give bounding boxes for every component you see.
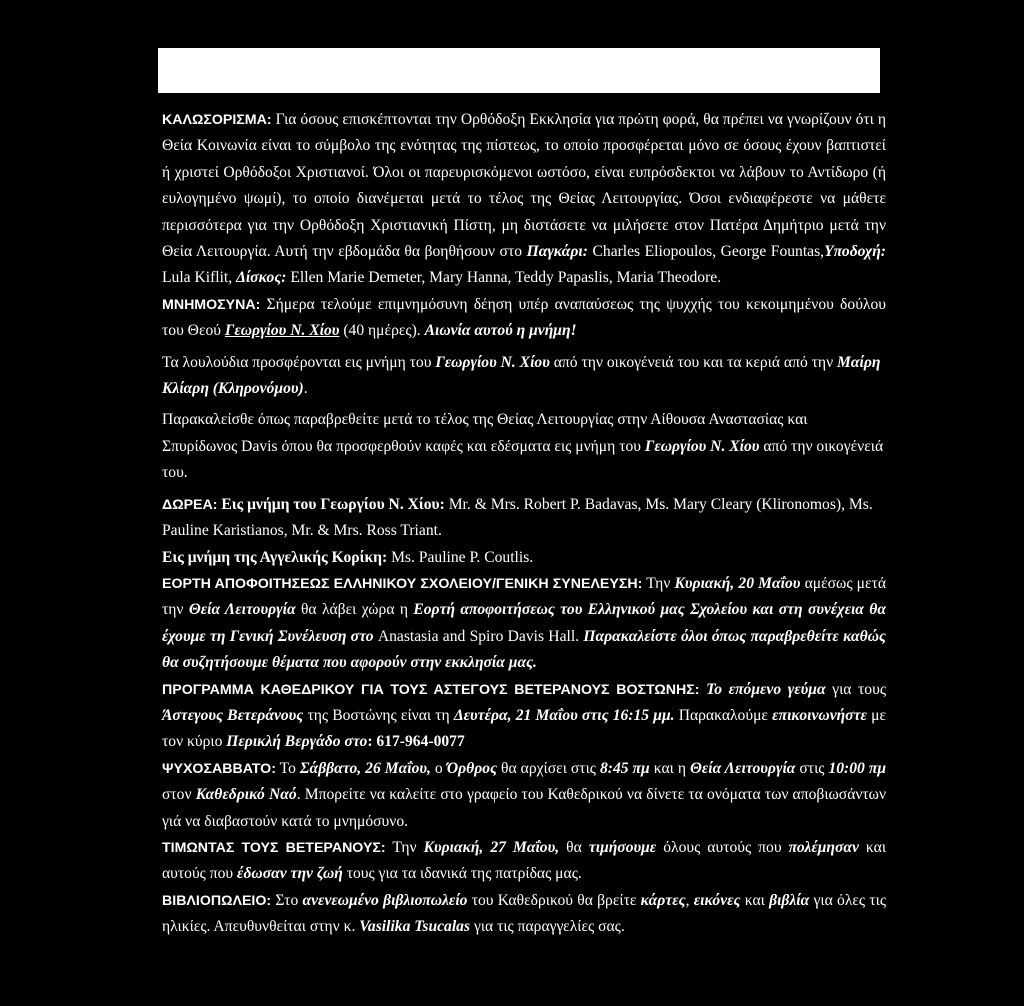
donation-section-2 xyxy=(162,545,886,571)
bookstore-renewed: ανενεωμένο βιβλιοπωλείο xyxy=(302,891,468,909)
honoring-veterans-text-2: θα xyxy=(559,838,589,856)
veterans-program-text-5: με τον κύριο xyxy=(162,706,886,751)
honoring-veterans-gave: έδωσαν την ζωή xyxy=(237,865,343,883)
graduation-hall: Anastasia and Spiro Davis Hall. xyxy=(373,627,584,645)
donation-section xyxy=(162,492,886,545)
veterans-program-section xyxy=(162,677,886,756)
reception-text: Παρακαλείσθε όπως παραβρεθείτε μετά το τέλος της Θείας Λειτουργίας στην Αίθουσα Αναστασίας και Σπυρίδωνος Davis όπου θα προσφερθούν καφές και εδέσματα εις μνήμη του xyxy=(162,411,808,455)
soul-saturday-cathedral: Καθεδρικό Ναό xyxy=(195,786,297,804)
graduation-date: Κυριακή, 20 Μαΐου xyxy=(674,574,801,592)
ypodoxi-label: Υποδοχή: xyxy=(824,243,886,261)
reception-section xyxy=(162,407,886,486)
bookstore-text-4: και xyxy=(740,891,770,909)
graduation-text-2: αμέσως μετά την xyxy=(162,574,886,619)
soul-saturday-orthros: Όρθρος xyxy=(446,759,498,777)
memorial-section xyxy=(162,292,886,345)
reception-name: Γεωργίου Ν. Χίου xyxy=(644,437,760,455)
soul-saturday-text: Το xyxy=(275,759,300,777)
welcome-section xyxy=(162,107,886,292)
bookstore-cards: κάρτες xyxy=(640,891,686,909)
honoring-veterans-fought: πολέμησαν xyxy=(788,838,859,856)
soul-saturday-text-4: και η xyxy=(649,759,690,777)
honoring-veterans-honor: τιμήσουμε xyxy=(588,838,657,856)
honoring-veterans-text-5: τους για τα ιδανικά της πατρίδας μας. xyxy=(342,865,582,883)
flowers-section xyxy=(162,350,886,403)
flowers-name: Γεωργίου Ν. Χίου xyxy=(435,353,550,371)
diskos-names: Ellen Marie Demeter, Mary Hanna, Teddy Papaslis, Maria Theodore. xyxy=(286,269,722,287)
bookstore-books: βιβλία xyxy=(769,891,810,909)
graduation-label: ΕΟΡΤΗ ΑΠΟΦΟΙΤΗΣΕΩΣ ΕΛΛΗΝΙΚΟΥ ΣΧΟΛΕΙΟΥ/ΓΕΝΙΚΗ ΣΥΝΕΛΕΥΣΗ: xyxy=(162,575,643,592)
veterans-next-meal: Το επόμενο γεύμα xyxy=(706,680,826,698)
pangari-names: Charles Eliopoulos, George Fountas, xyxy=(587,243,825,261)
bookstore-text-3: , xyxy=(685,891,694,909)
soul-saturday-text-3: θα αρχίσει στις xyxy=(497,759,600,777)
memorial-days: (40 ημέρες). xyxy=(339,322,425,340)
pangari-label: Παγκάρι: xyxy=(526,243,588,261)
reception-text-2: από την οικογένειά του. xyxy=(162,437,884,482)
graduation-text: Την xyxy=(642,574,675,592)
bookstore-text: Στο xyxy=(271,891,303,909)
soul-saturday-text-5: στις xyxy=(795,759,829,777)
soul-saturday-time-2: 10:00 πμ xyxy=(828,759,887,777)
soul-saturday-date: Σάββατο, 26 Μαΐου, xyxy=(299,759,431,777)
soul-saturday-section xyxy=(162,756,886,835)
flowers-donor: Μαίρη Κλίαρη (Κληρονόμου) xyxy=(162,353,881,398)
veterans-program-text-2: για τους xyxy=(825,680,887,698)
honoring-veterans-date: Κυριακή, 27 Μαΐου, xyxy=(423,838,560,856)
donation-in-memory: Εις μνήμη του Γεωργίου Ν. Χίου: xyxy=(217,495,445,513)
veterans-program-date: Δευτέρα, 21 Μαΐου στις 16:15 μμ. xyxy=(453,706,675,724)
honoring-veterans-text-3: όλους αυτούς που xyxy=(656,838,789,856)
donation-donors-2: Ms. Pauline P. Coutlis. xyxy=(387,548,534,566)
bulletin-content xyxy=(162,107,886,941)
graduation-event: Εορτή αποφοιτήσεως του Ελληνικού μας Σχολείου και στη συνέχεια θα έχουμε τη Γενική Συνέλευση στο xyxy=(162,601,886,645)
veterans-program-label: ΠΡΟΓΡΑΜΜΑ ΚΑΘΕΔΡΙΚΟΥ ΓΙΑ ΤΟΥΣ ΑΣΤΕΓΟΥΣ ΒΕΤΕΡΑΝΟΥΣ ΒΟΣΤΩΝΗΣ: xyxy=(162,681,700,698)
honoring-veterans-section xyxy=(162,835,886,888)
veterans-phone: : 617-964-0077 xyxy=(367,733,465,751)
soul-saturday-label: ΨΥΧΟΣΑΒΒΑΤΟ: xyxy=(162,760,276,777)
honoring-veterans-text: Την xyxy=(385,838,424,856)
flowers-text: Τα λουλούδια προσφέρονται εις μνήμη του xyxy=(162,353,436,371)
graduation-liturgy: Θεία Λειτουργία xyxy=(188,601,296,619)
bookstore-section xyxy=(162,888,886,941)
memorial-label: ΜΝΗΜΟΣΥΝΑ: xyxy=(162,296,261,313)
veterans-homeless: Άστεγους Βετεράνους xyxy=(162,706,304,724)
veterans-contact: επικοινωνήστε xyxy=(772,706,867,724)
flowers-end: . xyxy=(303,380,308,398)
welcome-label: ΚΑΛΩΣΟΡΙΣΜΑ: xyxy=(162,112,272,128)
bookstore-text-6: για τις παραγγελίες σας. xyxy=(470,918,625,936)
header-bar xyxy=(158,48,880,93)
flowers-text-2: από την οικογένειά του και τα κεριά από την xyxy=(549,353,838,371)
donation-donors: Mr. & Mrs. Robert P. Badavas, Ms. Mary Cleary (Klironomos), Ms. Pauline Karistianos, Mr. & Mrs. Ross Triant. xyxy=(162,495,873,540)
bookstore-text-2: του Καθεδρικού θα βρείτε xyxy=(467,891,641,909)
ypodoxi-names: Lula Kiflit, xyxy=(162,269,237,287)
bookstore-icons: εικόνες xyxy=(693,891,741,909)
welcome-helpers-text: Αυτή την εβδομάδα θα βοηθήσουν στο xyxy=(270,243,527,261)
graduation-text-3: θα λάβει χώρα η xyxy=(295,601,414,619)
soul-saturday-text-6: στον xyxy=(162,786,196,804)
memorial-text: Σήμερα τελούμε επιμνημόσυνη δέηση υπέρ αναπαύσεως της ψυχχής του κεκοιμημένου δούλου του Θεού xyxy=(162,295,886,340)
memorial-blessing: Αιωνία αυτού η μνήμη! xyxy=(424,322,577,340)
memorial-name: Γεωργίου Ν. Χίου xyxy=(224,322,340,340)
bookstore-text-5: για όλες τις ηλικίες. Απευθυνθείται στην κ. xyxy=(162,891,886,936)
welcome-text: Για όσους επισκέπτονται την Ορθόδοξη Εκκλησία για πρώτη φορά, θα πρέπει να γνωρίζουν ότι η Θεία Κοινωνία είναι το σύμβολο της ενότητας της πίστεως, το οποίο προσφέρεται μόνο σε όσους έχουν βαπτιστεί ή χριστεί Ορθόδοξοι Χριστιανοί. Όλοι οι παρευρισκόμενοι ωστόσο, είναι ευπρόσδεκτοι να λάβουν το Αντίδωρο (ή ευλογημένο ψωμί), το οποίο διανέμεται μετά το τέλος της Θείας Λειτουργίας. Όσοι ενδιαφέρεστε να μάθετε περισσότερα για την Ορθόδοξη Χριστιανική Πίστη, μη διστάσετε να μιλήσετε στον Πατέρα Δημήτριο μετά την Θεία Λειτουργία. xyxy=(162,111,886,261)
donation-label: ΔΩΡΕΑ: xyxy=(162,496,218,513)
soul-saturday-liturgy: Θεία Λειτουργία xyxy=(689,759,796,777)
honoring-veterans-text-4: και αυτούς που xyxy=(162,838,887,883)
graduation-request: Παρακαλείστε όλοι όπως παραβρεθείτε καθώς θα συζητήσουμε θέματα που αφορούν στην εκκλησία μας. xyxy=(162,627,886,672)
honoring-veterans-label: ΤΙΜΩΝΤΑΣ ΤΟΥΣ ΒΕΤΕΡΑΝΟΥΣ: xyxy=(162,839,386,856)
soul-saturday-text-7: . Μπορείτε να καλείτε στο γραφείο του Καθεδρικού να δίνετε τα ονόματα των αποβιωσάντων γιά να διαβαστούν κατά το μνημόσυνο. xyxy=(162,786,886,830)
bookstore-label: ΒΙΒΛΙΟΠΩΛΕΙΟ: xyxy=(162,892,272,909)
veterans-program-text-3: της Βοστώνης είναι τη xyxy=(303,706,454,724)
soul-saturday-time-1: 8:45 πμ xyxy=(599,759,650,777)
soul-saturday-text-2: ο xyxy=(430,759,447,777)
veterans-person: Περικλή Βεργάδο στο xyxy=(226,733,368,751)
veterans-program-text-4: Παρακαλούμε xyxy=(674,706,773,724)
donation-in-memory-2: Εις μνήμη της Αγγελικής Κορίκη: xyxy=(162,548,388,566)
graduation-section xyxy=(162,571,886,677)
bookstore-person: Vasilika Tsucalas xyxy=(359,918,471,936)
diskos-label: Δίσκος: xyxy=(236,269,287,287)
